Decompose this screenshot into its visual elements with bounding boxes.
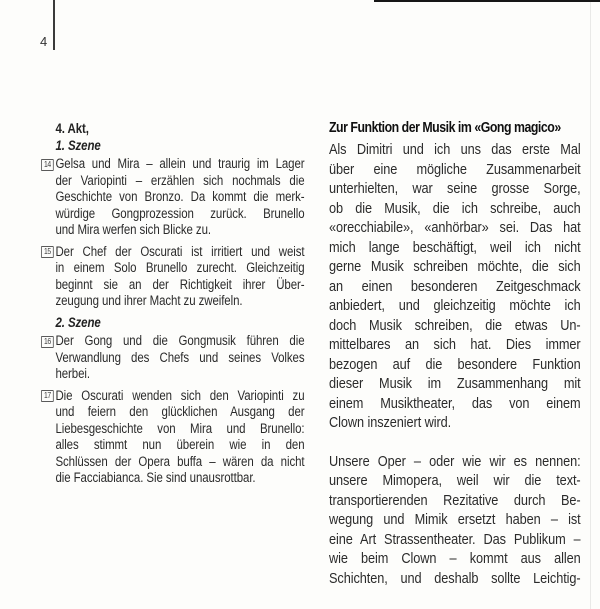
track-number-badge: 16 bbox=[41, 336, 54, 348]
track-entry bbox=[41, 156, 305, 239]
scene-heading: 2. Szene bbox=[55, 314, 101, 330]
track-entry bbox=[41, 244, 305, 310]
text-line: eine Art Strassentheater. Das Publikum – bbox=[329, 530, 581, 548]
text-line: Schlüssen der Opera buffa – wären da nicht bbox=[55, 453, 305, 469]
track-entry bbox=[41, 333, 305, 383]
entry-text bbox=[55, 244, 304, 310]
text-line: einem Musiktheater, das von einem bbox=[329, 394, 581, 412]
text-line: Als Dimitri und ich uns das erste Mal bbox=[329, 141, 581, 158]
text-line: transportierenden Rezitative durch Be- bbox=[329, 491, 581, 509]
text-line: anbiedert, und gleichzeitig möchte ich bbox=[329, 297, 581, 314]
text-line: mittelbares an sich hat. Dies immer bbox=[329, 336, 581, 353]
text-line: ob die Musik, die ich schreibe, auch bbox=[329, 199, 581, 217]
text-line: Schichten, und deshalb sollte Leichtig- bbox=[329, 569, 581, 587]
page-number-rule bbox=[53, 0, 55, 50]
text-line: Unsere Oper – oder wie wir es nennen: bbox=[329, 452, 581, 470]
scene-heading: 1. Szene bbox=[55, 137, 101, 153]
right-column bbox=[329, 118, 581, 607]
text-line: wegung und Mimik ersetzt haben – ist bbox=[329, 511, 581, 528]
entry-text bbox=[55, 156, 304, 239]
text-line: beginnt sie an der Richtigkeit ihrer Über- bbox=[55, 276, 305, 292]
text-line: doch Musik schreiben, die etwas Un- bbox=[329, 316, 581, 334]
text-line: Clown inszeniert wird. bbox=[329, 414, 452, 431]
essay-paragraph bbox=[329, 452, 581, 589]
text-line: in einem Solo Brunello zurecht. Gleichzeitig bbox=[55, 260, 305, 275]
text-line: Verwandlung des Chefs und seines Volkes bbox=[55, 349, 305, 365]
page-edge-shadow bbox=[590, 0, 591, 609]
essay-paragraph bbox=[329, 140, 581, 433]
essay-body bbox=[329, 140, 581, 588]
track-number-badge: 15 bbox=[41, 246, 54, 258]
text-line: Der Gong und die Gongmusik führen die bbox=[55, 333, 305, 348]
entry-text bbox=[55, 333, 304, 383]
text-line: «orecchiabile», «anhörbar» sei. Das hat bbox=[329, 219, 581, 236]
text-line: der Variopinti – erzählen sich nochmals die bbox=[55, 172, 305, 188]
text-line: Geschichte von Bronzo. Da kommt die merk- bbox=[55, 189, 305, 204]
text-line: unsere Mimopera, weil wir die text- bbox=[329, 472, 581, 489]
text-line: Der Chef der Oscurati ist irritiert und weist bbox=[55, 243, 305, 259]
text-line: gerne Musik schreiben möchte, die sich bbox=[329, 258, 581, 275]
left-column bbox=[41, 121, 305, 492]
scene-list bbox=[41, 138, 305, 487]
text-line: herbei. bbox=[55, 366, 90, 381]
act-heading: 4. Akt, bbox=[55, 121, 89, 136]
page-top-rule bbox=[374, 0, 600, 2]
essay-heading: Zur Funktion der Musik im «Gong magico» bbox=[329, 120, 561, 136]
text-line: wie beim Clown – kommt aus allen bbox=[329, 550, 581, 567]
text-line: und feiern den glücklichen Ausgang der bbox=[55, 404, 305, 419]
page-number: 4 bbox=[40, 34, 48, 49]
text-line: Liebesgeschichte von Mira und Brunello: bbox=[55, 420, 305, 436]
track-number-badge: 14 bbox=[41, 159, 54, 171]
text-line: Die Oscurati wenden sich den Variopinti zu bbox=[55, 387, 305, 403]
text-line: über eine mögliche Zusammenarbeit bbox=[329, 160, 581, 178]
track-number-badge: 17 bbox=[41, 390, 54, 402]
text-line: mich lange beschäftigt, weil ich nicht bbox=[329, 238, 581, 256]
text-line: und Mira werfen sich Blicke zu. bbox=[55, 222, 211, 237]
text-line: Gelsa und Mira – allein und traurig im Lager bbox=[55, 156, 305, 171]
text-line: die Facciabianca. Sie sind unausrottbar. bbox=[55, 470, 256, 485]
text-line: zeugung und ihrer Macht zu zweifeln. bbox=[55, 293, 243, 308]
track-entry bbox=[41, 388, 305, 487]
text-line: alles stimmt nun überein wie in den bbox=[55, 437, 305, 452]
text-line: dieser Musik im Zusammenhang mit bbox=[329, 375, 581, 392]
text-line: unterhielten, war seine grosse Sorge, bbox=[329, 180, 581, 197]
text-line: bezogen auf die besondere Funktion bbox=[329, 355, 581, 373]
text-line: würdige Gongprozession zurück. Brunello bbox=[55, 205, 305, 221]
entry-text bbox=[55, 388, 304, 487]
text-line: an einen besonderen Zeitgeschmack bbox=[329, 277, 581, 295]
